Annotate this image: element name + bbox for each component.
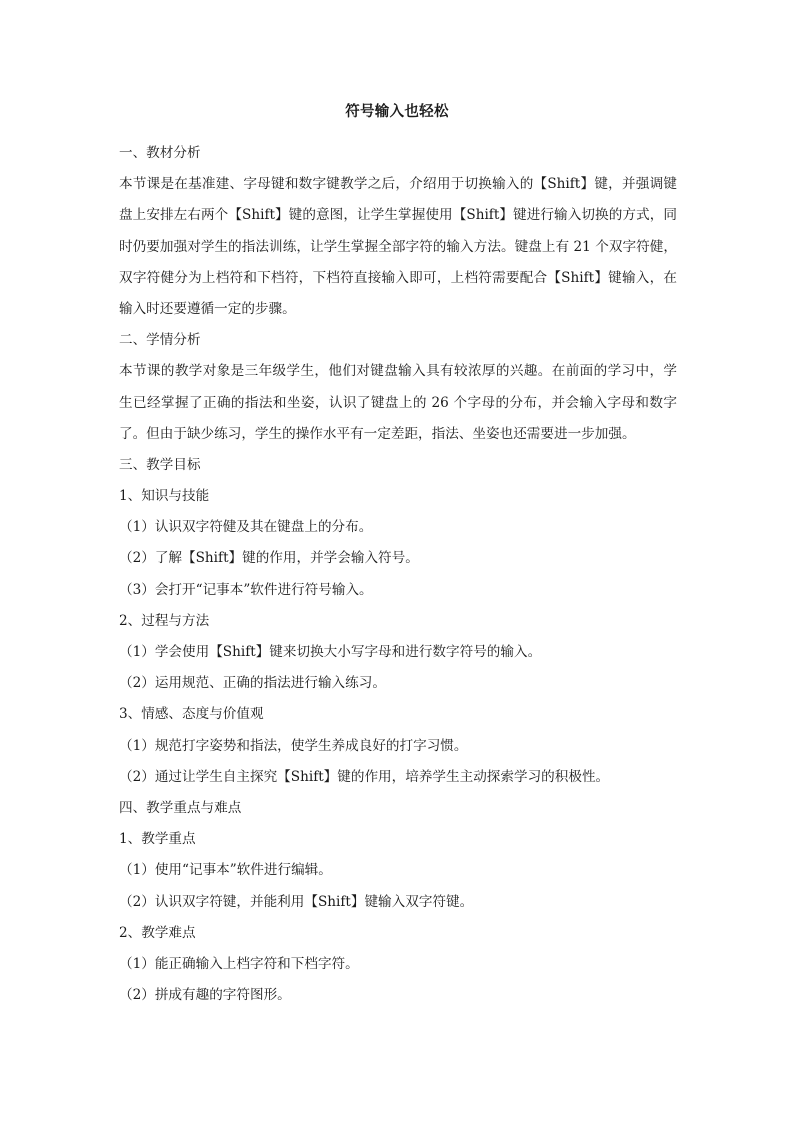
section-heading-teaching-goals: 三、教学目标 — [119, 456, 201, 473]
paragraph-line: 时仍要加强对学生的指法训练，让学生掌握全部字符的输入方法。键盘上有 21 个双字符健， — [119, 238, 677, 255]
paragraph-line: 双字符健分为上档符和下档符，下档符直接输入即可，上档符需要配合【Shift】键输入，在 — [119, 269, 677, 286]
list-item: （1）学会使用【Shift】键来切换大小写字母和进行数字符号的输入。 — [119, 644, 542, 660]
paragraph-line: 盘上安排左右两个【Shift】键的意图，让学生掌握使用【Shift】键进行输入切换的方式，同 — [119, 207, 677, 224]
subsection-heading: 1、知识与技能 — [119, 488, 210, 505]
paragraph-line: 生已经掌握了正确的指法和坐姿，认识了键盘上的 26 个字母的分布，并会输入字母和数字 — [119, 394, 677, 411]
paragraph-line: 了。但由于缺少练习，学生的操作水平有一定差距，指法、坐姿也还需要进一步加强。 — [119, 425, 636, 442]
paragraph-line: 输入时还要遵循一定的步骤。 — [119, 300, 296, 317]
paragraph-line: 本节课的教学对象是三年级学生，他们对键盘输入具有较浓厚的兴趣。在前面的学习中，学 — [119, 363, 677, 380]
section-heading-learner-analysis: 二、学情分析 — [119, 332, 201, 349]
list-item: （1）认识双字符健及其在键盘上的分布。 — [119, 519, 373, 536]
subsection-heading: 3、情感、态度与价值观 — [119, 706, 264, 723]
list-item: （2）了解【Shift】键的作用，并学会输入符号。 — [119, 550, 419, 567]
paragraph-line: 本节课是在基准建、字母键和数字键教学之后，介绍用于切换输入的【Shift】键，并强调键 — [119, 176, 677, 193]
section-heading-textbook-analysis: 一、教材分析 — [119, 145, 201, 161]
list-item: （1）能正确输入上档字符和下档字符。 — [119, 955, 359, 972]
document-title: 符号输入也轻松 — [345, 103, 449, 120]
list-item: （1）使用“记事本”软件进行编辑。 — [119, 862, 332, 879]
document-body — [119, 138, 677, 1011]
list-item: （2）运用规范、正确的指法进行输入练习。 — [119, 675, 386, 692]
subsection-heading: 1、教学重点 — [119, 831, 196, 848]
list-item: （3）会打开“记事本”软件进行符号输入。 — [119, 581, 373, 598]
list-item: （2）通过让学生自主探究【Shift】键的作用，培养学生主动探索学习的积极性。 — [119, 768, 610, 785]
section-heading-key-points: 四、教学重点与难点 — [119, 799, 242, 816]
subsection-heading: 2、教学难点 — [119, 924, 196, 941]
list-item: （1）规范打字姿势和指法，使学生养成良好的打字习惯。 — [119, 737, 468, 754]
subsection-heading: 2、过程与方法 — [119, 612, 210, 629]
list-item: （2）认识双字符键，并能利用【Shift】键输入双字符键。 — [119, 893, 474, 910]
list-item: （2）拼成有趣的字符图形。 — [119, 987, 291, 1004]
